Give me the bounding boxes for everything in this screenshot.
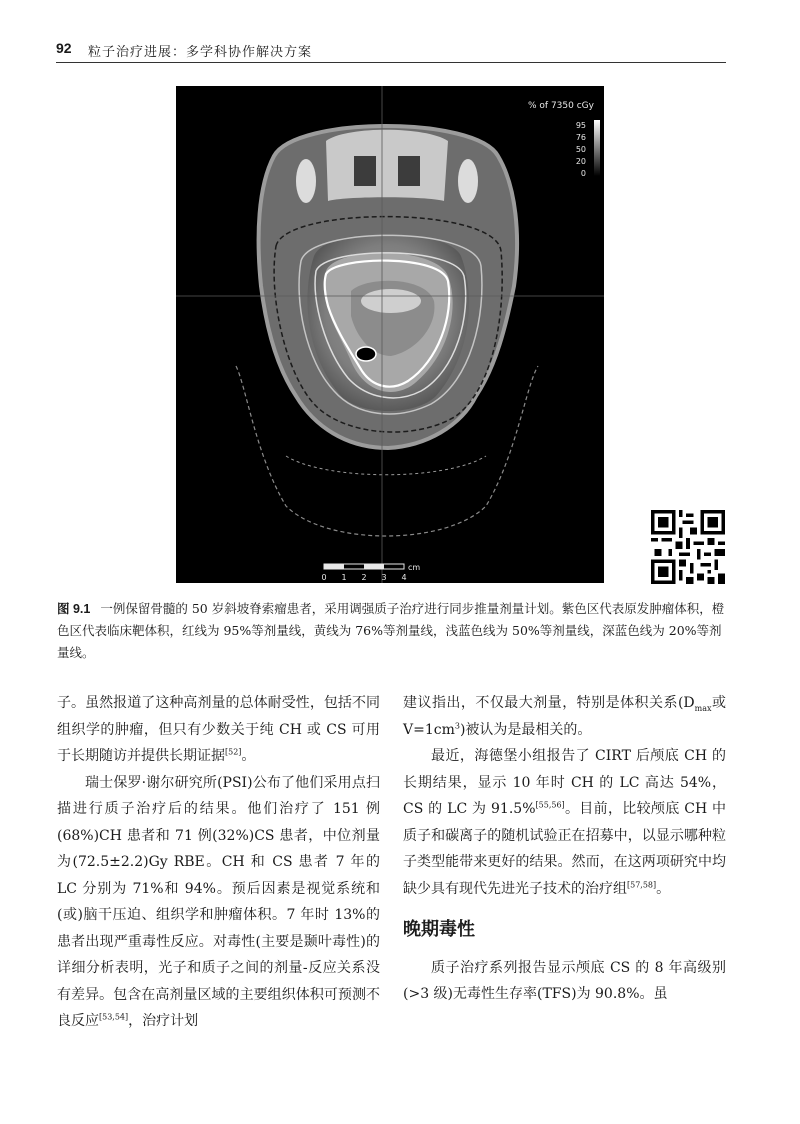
left-paragraph-1 [57, 690, 380, 770]
scale-bar-seg-1 [324, 564, 344, 569]
right-paragraph-3 [403, 955, 726, 1008]
superscript-3: 3 [454, 720, 460, 730]
ct-image [176, 86, 604, 583]
legend-colorbar [594, 120, 600, 176]
right-p1-text-b: 或 V=1cm [403, 695, 727, 738]
scale-tick-3: 3 [381, 573, 387, 582]
legend-level-0: 0 [580, 169, 586, 178]
running-title: 粒子治疗进展：多学科协作解决方案 [88, 45, 313, 60]
legend-level-76: 76 [575, 133, 586, 142]
page-header [56, 32, 726, 60]
scale-tick-2: 2 [361, 573, 367, 582]
right-column [403, 690, 726, 1008]
scale-unit: cm [408, 563, 421, 572]
shoulder-line [286, 456, 486, 475]
clivus-bone [361, 289, 421, 313]
mandible-right [458, 159, 478, 203]
right-paragraph-1 [403, 690, 726, 743]
citation: [55,56] [535, 800, 565, 810]
page-number: 92 [56, 40, 72, 56]
figure-label: 图 9.1 [57, 602, 91, 616]
legend-level-95: 95 [575, 121, 586, 130]
left-p1-end: 。 [241, 748, 256, 764]
left-paragraph-2 [57, 770, 380, 1035]
ct-dose-figure [176, 86, 604, 583]
citation: [57,58] [627, 879, 657, 889]
scale-tick-1: 1 [341, 573, 347, 582]
legend-level-20: 20 [575, 157, 586, 166]
dose-hole [356, 347, 376, 361]
qr-code[interactable] [651, 510, 725, 584]
right-p1-text-a: 建议指出，不仅最大剂量，特别是体积关系(D [403, 695, 695, 711]
left-column [57, 690, 380, 1035]
scale-bar-seg-2 [364, 564, 384, 569]
mandible-left [296, 159, 316, 203]
sinus-right [398, 156, 420, 186]
figure-caption [57, 598, 727, 664]
scale-tick-0: 0 [321, 573, 327, 582]
right-p2-text: 最近，海德堡小组报告了 CIRT 后颅底 CH 的长期结果，显示 10 年时 CH 的 LC 高达 54%，CS 的 LC 为 91.5% [403, 748, 726, 817]
left-p2-text: 瑞士保罗·谢尔研究所(PSI)公布了他们采用点扫描进行质子治疗后的结果。他们治疗了 151 例(68%)CH 患者和 71 例(32%)CS 患者，中位剂量为(72.5±2.2)Gy RBE。CH 和 CS 患者 7 年的 LC 分别为 71%和 94%。预后因素是视觉系统和(或)脑干压迫、组织学和肿瘤体积。7 年时 13%的患者出现严重毒性反应。对毒性(主要是颞叶毒性)的详细分析表明，光子和质子之间的剂量-反应关系没有差异。包含在高剂量区域的主要组织体积可预测不良反应 [57, 774, 380, 1029]
header-rule [56, 62, 726, 63]
legend-level-50: 50 [575, 145, 586, 154]
left-p2-end: ，治疗计划 [128, 1013, 199, 1029]
section-heading: 晚期毒性 [403, 919, 475, 939]
right-p1-text-c: )被认为是最相关的。 [459, 721, 592, 738]
right-paragraph-2 [403, 743, 726, 902]
scale-tick-4: 4 [401, 573, 407, 582]
citation: [53,54] [99, 1012, 129, 1022]
caption-text: 一例保留骨髓的 50 岁斜坡脊索瘤患者，采用调强质子治疗进行同步推量剂量计划。紫色区代表原发肿瘤体积，橙色区代表临床靶体积，红线为 95%等剂量线，黄线为 76%等剂量线，浅蓝色线为 50%等剂量线，深蓝色线为 20%等剂量线。 [57, 601, 725, 660]
subscript-max: max [694, 703, 712, 713]
left-p1-text: 子。虽然报道了这种高剂量的总体耐受性，包括不同组织学的肿瘤，但只有少数关于纯 CH 或 CS 可用于长期随访并提供长期证据 [57, 695, 380, 764]
right-p3-text: 质子治疗系列报告显示颅底 CS 的 8 年高级别(>3 级)无毒性生存率(TFS)为 90.8%。虽 [403, 959, 726, 1002]
right-p2-end2: 。 [656, 880, 671, 897]
sinus-left [354, 156, 376, 186]
legend-title: % of 7350 cGy [528, 101, 594, 111]
maxilla-bone [326, 130, 448, 201]
right-p2-end: 。目前，比较颅底 CH 中质子和碳离子的随机试验正在招募中，以显示哪种粒子类型能带来更好的结果。然而，在这两项研究中均缺少具有现代先进光子技术的治疗组 [403, 801, 727, 897]
qr-code-icon [651, 510, 725, 584]
citation: [52] [225, 747, 242, 757]
